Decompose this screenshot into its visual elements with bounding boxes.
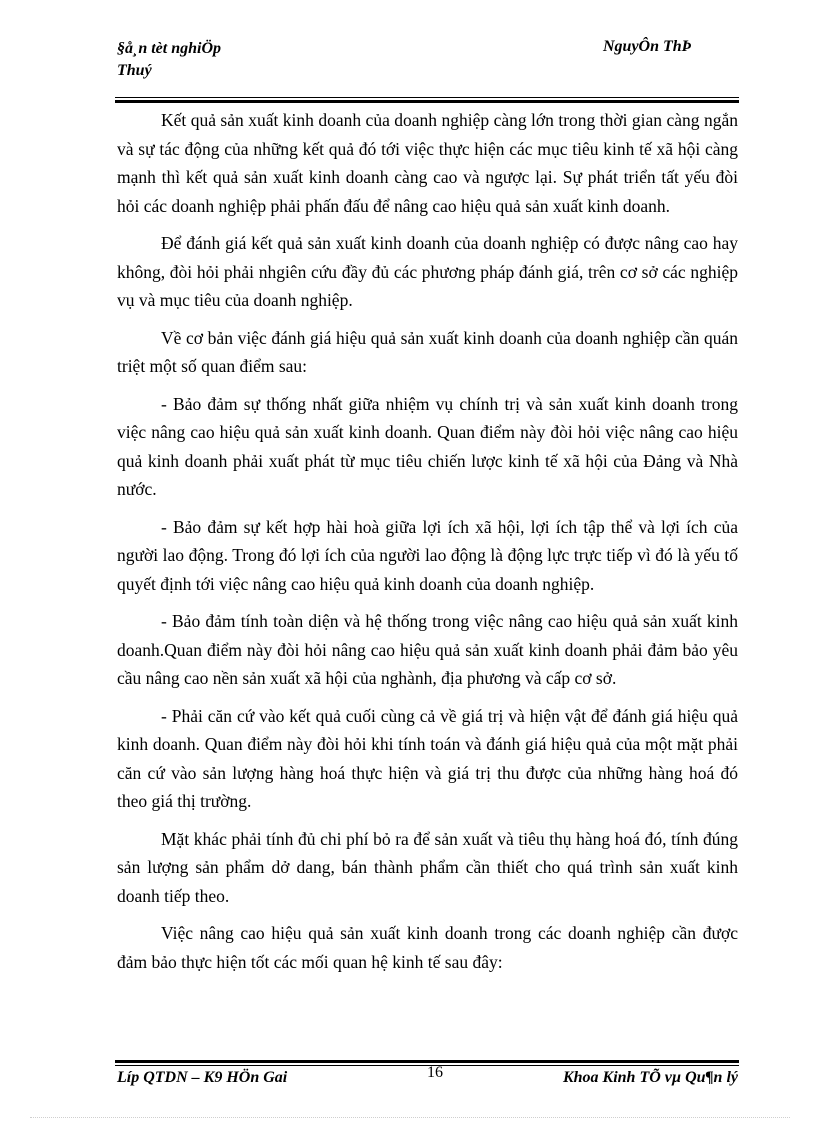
footer-left: Líp QTDN – K9 HÖn Gai <box>117 1069 288 1086</box>
header-left-line2: Thuý <box>117 62 152 79</box>
header-left-line1: §å¸n tèt nghiÖp <box>117 40 222 57</box>
paragraph: Để đánh giá kết quả sản xuất kinh doanh của doanh nghiệp có được nâng cao hay không, đòi hỏi phải nhgiên cứu đầy đủ các phương pháp đánh giá, trên cơ sở các nghiệp vụ và mục tiêu của doanh nghiệp. <box>117 233 738 310</box>
header-left <box>117 38 221 82</box>
header-right: NguyÔn ThÞ <box>603 38 692 55</box>
paragraph: Kết quả sản xuất kinh doanh của doanh nghiệp càng lớn trong thời gian càng ngắn và sự tác động của những kết quả đó tới việc thực hiện các mục tiêu kinh tế xã hội càng mạnh thì kết quả sản xuất kinh doanh càng cao và ngược lại. Sự phát triển tất yếu đòi hỏi các doanh nghiệp phải phấn đấu để nâng cao hiệu quả sản xuất kinh doanh. <box>117 110 738 216</box>
paragraph: Mặt khác phải tính đủ chi phí bỏ ra để sản xuất và tiêu thụ hàng hoá đó, tính đúng sản lượng sản phẩm dở dang, bán thành phẩm cần thiết cho quá trình sản xuất kinh doanh tiếp theo. <box>117 828 738 906</box>
paragraph: - Bảo đảm tính toàn diện và hệ thống trong việc nâng cao hiệu quả sản xuất kinh doanh.Quan điểm này đòi hỏi nâng cao hiệu quả sản xuất kinh doanh phải đảm bảo yêu cầu nâng cao nền sản xuất xã hội của nghành, địa phương và cấp cơ sở. <box>117 611 738 688</box>
page-number: 16 <box>427 1064 443 1081</box>
header-rule-thin <box>115 97 739 98</box>
paragraph: Về cơ bản việc đánh giá hiệu quả sản xuất kinh doanh của doanh nghiệp cần quán triệt một số quan điểm sau: <box>117 327 738 376</box>
paragraph: - Phải căn cứ vào kết quả cuối cùng cả về giá trị và hiện vật để đánh giá hiệu quả kinh doanh. Quan điểm này đòi hỏi khi tính toán và đánh giá hiệu quả của một mặt phải căn cứ vào sản lượng hàng hoá thực hiện và giá trị thu được của những hàng hoá đó theo giá thị trường. <box>117 705 738 811</box>
body-text <box>117 106 738 985</box>
paragraph: - Bảo đảm sự thống nhất giữa nhiệm vụ chính trị và sản xuất kinh doanh trong việc nâng cao hiệu quả sản xuất kinh doanh. Quan điểm này đòi hỏi việc nâng cao hiệu quả kinh doanh phải xuất phát từ mục tiêu chiến lược kinh tế xã hội của Đảng và Nhà nước. <box>117 393 738 499</box>
footer-rule-thick <box>115 1060 739 1063</box>
paragraph: - Bảo đảm sự kết hợp hài hoà giữa lợi ích xã hội, lợi ích tập thể và lợi ích của người lao động. Trong đó lợi ích của người lao động là động lực trực tiếp vì đó là yếu tố quyết định tới việc nâng cao hiệu quả kinh doanh của doanh nghiệp. <box>117 516 738 594</box>
footer-right: Khoa Kinh TÕ vµ Qu¶n lý <box>562 1069 738 1086</box>
paragraph: Việc nâng cao hiệu quả sản xuất kinh doanh trong các doanh nghiệp cần được đảm bảo thực hiện tốt các mối quan hệ kinh tế sau đây: <box>117 923 738 972</box>
page-edge-divider <box>30 1117 790 1118</box>
header-rule-thick <box>115 100 739 103</box>
